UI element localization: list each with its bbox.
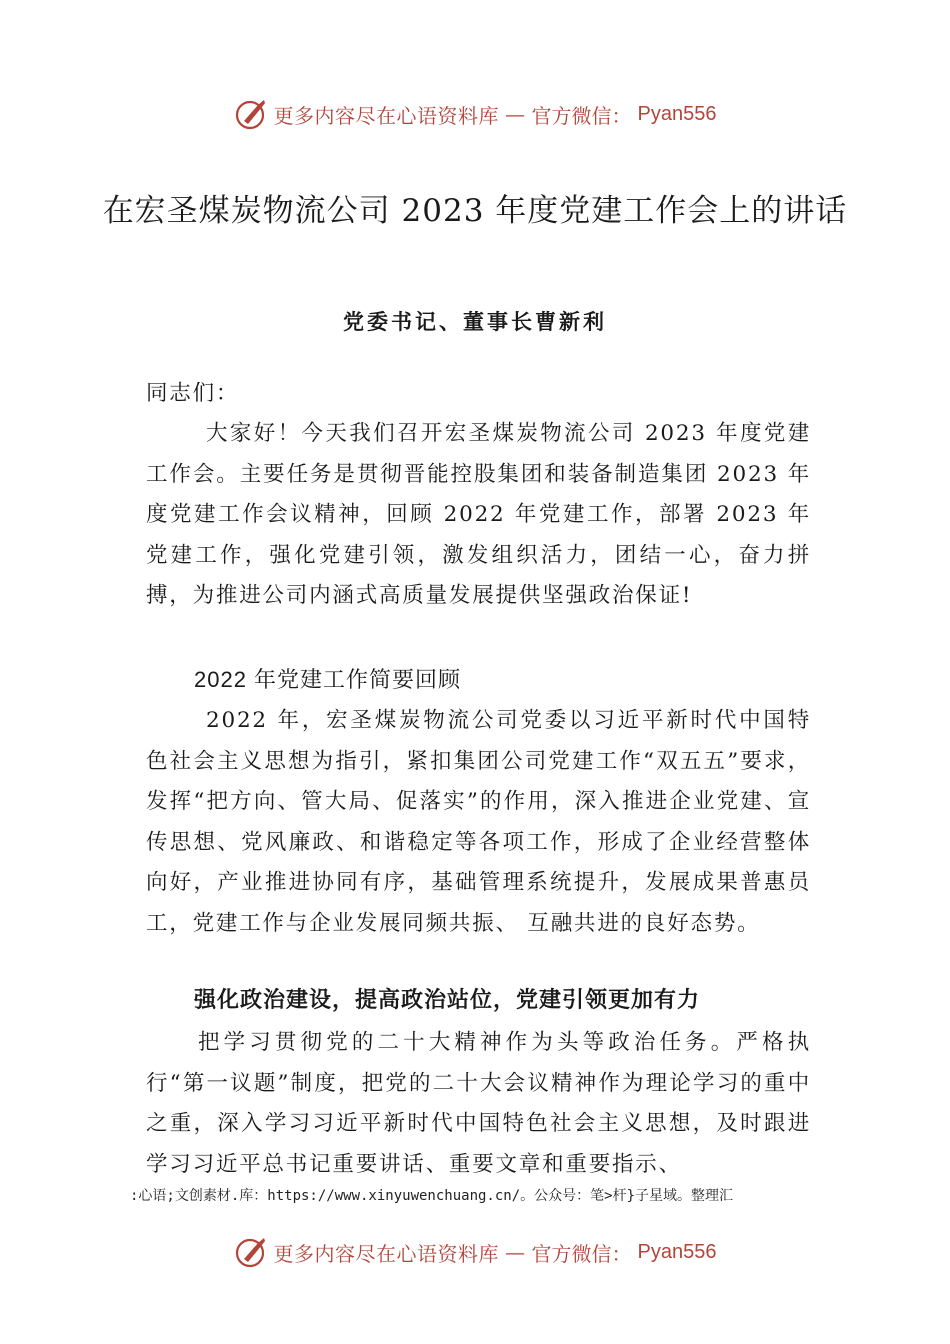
banner-text: 更多内容尽在心语资料库 xyxy=(273,103,500,128)
paragraph-intro: 大家好！今天我们召开宏圣煤炭物流公司 2023 年度党建工作会。主要任务是贯彻晋能控股集团和装备制造集团 2023 年度党建工作会议精神，回顾 2022 年党建工作，部署 2023 年党建工作，强化党建引领，激发组织活力，团结一心，奋力拼搏，为推进公司内涵式高质量发展提供坚强政治保证! xyxy=(146,421,811,608)
greeting: 同志们： xyxy=(146,381,240,406)
banner-contact-label: 官方微信： xyxy=(531,103,632,128)
bottom-banner xyxy=(0,1230,950,1274)
section-heading-review: 2022 年党建工作简要回顾 xyxy=(194,667,462,692)
document-subtitle: 党委书记、董事长曹新利 xyxy=(343,309,607,334)
banner-text: 更多内容尽在心语资料库 xyxy=(273,1241,500,1266)
paragraph-political: 把学习贯彻党的二十大精神作为头等政治任务。严格执行“第一议题”制度，把党的二十大会议精神作为理论学习的重中之重，深入学习习近平新时代中国特色社会主义思想，及时跟进学习习近平总书记重要讲话、重要文章和重要指示、 xyxy=(146,1030,811,1177)
banner-contact-id: Pyan556 xyxy=(637,1240,717,1263)
banner-contact-label: 官方微信： xyxy=(531,1241,632,1266)
pen-nib-logo-icon xyxy=(234,97,268,131)
document-title: 在宏圣煤炭物流公司 2023 年度党建工作会上的讲话 xyxy=(102,193,848,229)
banner-contact-id: Pyan556 xyxy=(637,102,717,125)
banner-separator: — xyxy=(505,102,526,126)
banner-separator: — xyxy=(505,1240,526,1264)
pen-nib-logo-icon xyxy=(234,1235,268,1269)
top-banner xyxy=(0,92,950,136)
section-heading-political: 强化政治建设，提高政治站位，党建引领更加有力 xyxy=(194,987,701,1012)
footer-source-note: :心语;文创素材.库：https://www.xinyuwenchuang.cn/。公众号：笔>杆}子星域。整理汇 xyxy=(130,1188,734,1204)
paragraph-review: 2022 年，宏圣煤炭物流公司党委以习近平新时代中国特色社会主义思想为指引，紧扣集团公司党建工作“双五五”要求，发挥“把方向、管大局、促落实”的作用，深入推进企业党建、宣传思想、党风廉政、和谐稳定等各项工作，形成了企业经营整体向好，产业推进协同有序，基础管理系统提升，发展成果普惠员工，党建工作与企业发展同频共振、 互融共进的良好态势。 xyxy=(146,708,811,936)
